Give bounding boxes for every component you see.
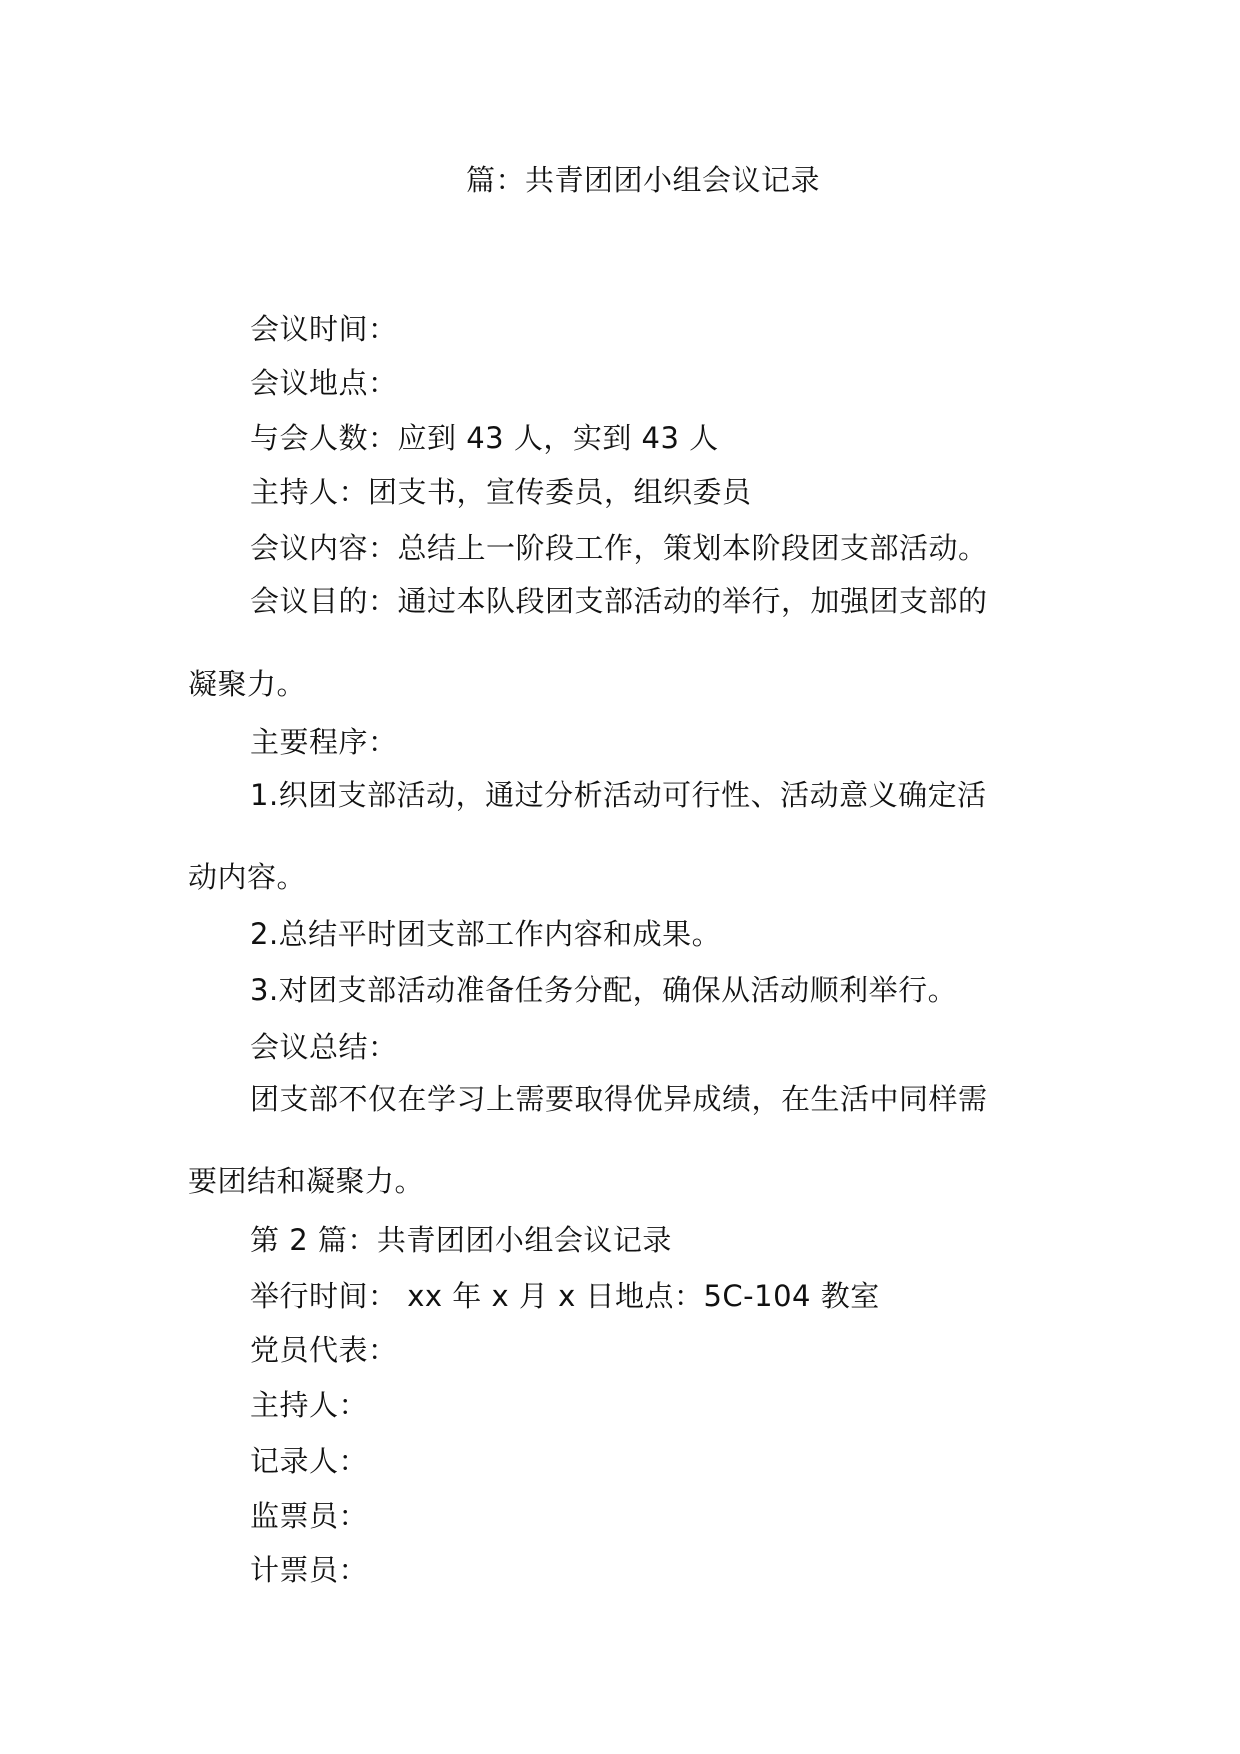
procedure-step-1-line-1: 1.织团支部活动，通过分析活动可行性、活动意义确定活 bbox=[250, 778, 987, 812]
host-line: 主持人：团支书，宣传委员，组织委员 bbox=[250, 475, 752, 509]
procedure-step-1-line-2: 动内容。 bbox=[188, 860, 307, 894]
summary-label: 会议总结： bbox=[250, 1030, 398, 1064]
summary-line-1: 团支部不仅在学习上需要取得优异成绩，在生活中同样需 bbox=[250, 1082, 988, 1116]
procedure-label: 主要程序： bbox=[250, 725, 398, 759]
section-2-heading: 第 2 篇：共青团团小组会议记录 bbox=[250, 1223, 672, 1257]
content-line: 会议内容：总结上一阶段工作，策划本阶段团支部活动。 bbox=[250, 531, 988, 565]
purpose-line-2: 凝聚力。 bbox=[188, 667, 307, 701]
host-label: 主持人： bbox=[250, 1388, 369, 1422]
purpose-line-1: 会议目的：通过本队段团支部活动的举行，加强团支部的 bbox=[250, 584, 988, 618]
vote-counter-label: 计票员： bbox=[250, 1553, 369, 1587]
document-title: 篇：共青团团小组会议记录 bbox=[466, 163, 821, 197]
summary-line-2: 要团结和凝聚力。 bbox=[188, 1164, 425, 1198]
time-place-line: 举行时间： xx 年 x 月 x 日地点：5C-104 教室 bbox=[250, 1279, 880, 1313]
recorder-label: 记录人： bbox=[250, 1444, 369, 1478]
attendance-line: 与会人数：应到 43 人，实到 43 人 bbox=[250, 421, 719, 455]
procedure-step-2: 2.总结平时团支部工作内容和成果。 bbox=[250, 917, 722, 951]
procedure-step-3: 3.对团支部活动准备任务分配，确保从活动顺利举行。 bbox=[250, 973, 958, 1007]
vote-monitor-label: 监票员： bbox=[250, 1499, 369, 1533]
party-rep-label: 党员代表： bbox=[250, 1333, 398, 1367]
meeting-time-label: 会议时间： bbox=[250, 312, 398, 346]
meeting-place-label: 会议地点： bbox=[250, 366, 398, 400]
